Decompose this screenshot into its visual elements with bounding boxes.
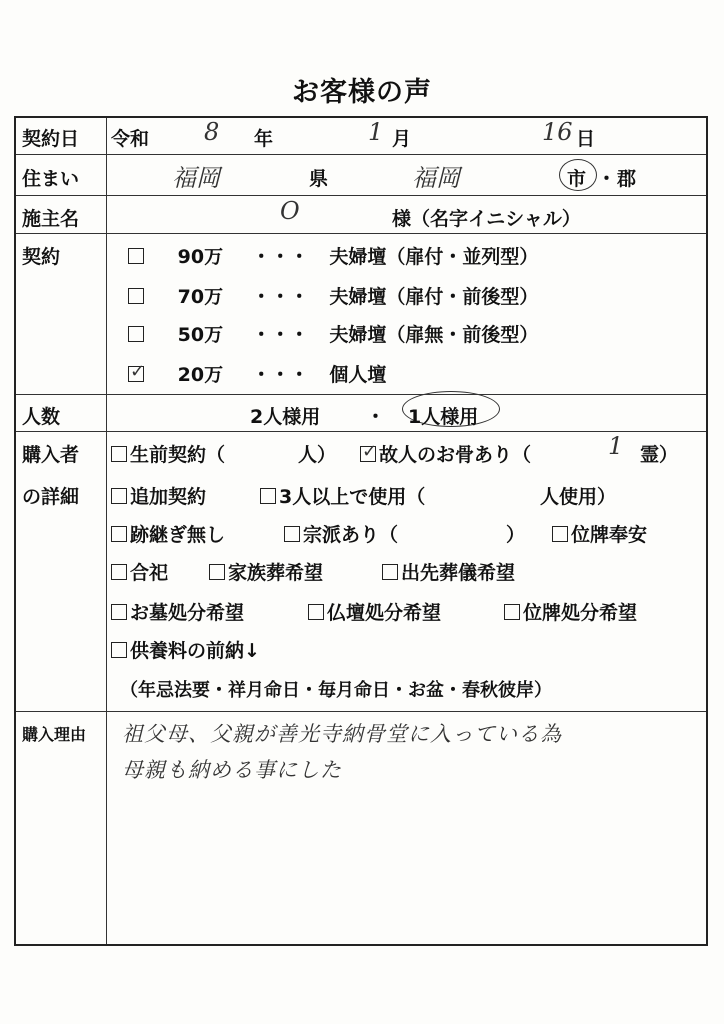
checkbox[interactable] [382,564,398,580]
contract-date-label: 契約日 [22,128,80,150]
no-successor-option[interactable] [111,520,225,547]
address-label: 住まい [22,168,80,190]
joint-burial-option[interactable] [111,558,168,585]
row-divider [16,394,706,395]
contract-desc: 夫婦壇（扉付・並列型） [329,246,539,268]
purchaser-label-line1: 購入者 [22,444,80,466]
client-name-label: 施主名 [22,208,80,230]
checkbox[interactable] [209,564,225,580]
reason-line1[interactable]: 祖父母、父親が善光寺納骨堂に入っている為 [122,722,562,746]
checkbox[interactable] [260,488,276,504]
checkbox[interactable] [128,248,144,264]
contract-desc: 夫婦壇（扉無・前後型） [329,324,539,346]
people-option-1[interactable]: 1人様用 [408,406,479,428]
three-plus-unit: 人使用） [540,486,617,508]
contract-dots: ・・・ [251,324,309,346]
contract-price: 50万 [177,324,224,346]
reason-line2[interactable]: 母親も納める事にした [122,758,342,782]
option-label: 跡継ぎ無し [130,524,226,546]
people-label: 人数 [22,406,61,428]
tablet-disposal-option[interactable] [504,598,637,625]
checkbox[interactable] [128,326,144,342]
month-value[interactable]: 1 [368,118,384,146]
family-funeral-option[interactable] [209,558,323,585]
contract-desc: 夫婦壇（扉付・前後型） [329,286,539,308]
option-label: 追加契約 [130,486,207,508]
county-unit: 郡 [617,168,637,190]
contract-label: 契約 [22,246,61,268]
option-label: 合祀 [130,562,169,584]
contract-option[interactable] [128,320,538,347]
prefecture-value[interactable]: 福岡 [172,164,220,192]
tablet-enshrine-option[interactable] [552,520,647,547]
row-divider [16,711,706,712]
altar-disposal-option[interactable] [308,598,441,625]
option-label: 3人以上で使用（ [279,486,426,508]
row-divider [16,431,706,432]
checkbox[interactable] [111,526,127,542]
option-label: 位牌奉安 [571,524,648,546]
additional-contract-option[interactable] [111,482,206,509]
contract-option[interactable] [128,282,538,309]
people-separator: ・ [366,406,386,428]
checkbox-checked[interactable] [128,361,146,382]
city-unit: 市 [567,168,587,190]
option-label: 故人のお骨あり（ [379,444,532,466]
grave-disposal-option[interactable] [111,598,244,625]
row-divider [16,233,706,234]
option-label: 供養料の前納↓ [130,640,260,662]
customer-voice-form [14,116,708,946]
year-value[interactable]: 8 [204,118,220,146]
contract-dots: ・・・ [251,246,309,268]
checkbox[interactable] [111,604,127,620]
contract-option[interactable] [128,360,386,387]
checkbox[interactable] [111,488,127,504]
row-divider [16,154,706,155]
contract-price: 70万 [177,286,224,308]
era-text: 令和 [111,128,150,150]
prelife-unit: 人） [298,444,337,466]
option-label: 出先葬儀希望 [401,562,516,584]
deceased-ashes-option[interactable] [360,440,531,467]
option-label: 生前契約（ [130,444,226,466]
day-value[interactable]: 16 [542,118,573,146]
prepay-note: （年忌法要・祥月命日・毎月命日・お盆・春秋彼岸） [120,680,552,701]
deceased-unit: 霊） [640,444,679,466]
city-value[interactable]: 福岡 [412,164,460,192]
checkmark-icon: ✓ [362,441,378,462]
reason-label: 購入理由 [22,725,87,744]
checkbox[interactable] [111,642,127,658]
label-column-divider [106,118,107,944]
onsite-funeral-option[interactable] [382,558,515,585]
sect-option[interactable] [284,520,398,547]
checkbox-checked[interactable] [360,441,378,462]
row-divider [16,195,706,196]
checkbox[interactable] [552,526,568,542]
contract-desc: 個人壇 [329,364,387,386]
prefecture-unit: 県 [309,168,329,190]
option-label: 宗派あり（ [303,524,399,546]
checkbox[interactable] [504,604,520,620]
people-option-2[interactable]: 2人様用 [250,406,321,428]
sect-close: ） [506,524,526,546]
option-label: 仏壇処分希望 [327,602,442,624]
client-initial-value[interactable]: O [280,197,300,225]
checkbox[interactable] [111,446,127,462]
option-label: 家族葬希望 [228,562,324,584]
option-label: お墓処分希望 [130,602,245,624]
client-suffix: 様（名字イニシャル） [392,208,581,230]
page-title: お客様の声 [292,77,432,108]
checkbox[interactable] [308,604,324,620]
address-separator: ・ [597,168,617,190]
contract-dots: ・・・ [251,286,309,308]
prelife-contract-option[interactable] [111,440,225,467]
prepay-option[interactable] [111,636,260,663]
month-unit: 月 [392,128,412,150]
day-unit: 日 [576,128,596,150]
checkbox[interactable] [284,526,300,542]
option-label: 位牌処分希望 [523,602,638,624]
purchaser-label-line2: の詳細 [22,486,80,508]
checkmark-icon: ✓ [130,361,146,382]
three-plus-option[interactable] [260,482,425,509]
contract-option[interactable] [128,242,538,269]
contract-dots: ・・・ [251,364,309,386]
checkbox[interactable] [111,564,127,580]
year-unit: 年 [254,128,274,150]
contract-price: 90万 [177,246,224,268]
contract-price: 20万 [177,364,224,386]
checkbox[interactable] [128,288,144,304]
deceased-count-value[interactable]: 1 [608,432,624,460]
